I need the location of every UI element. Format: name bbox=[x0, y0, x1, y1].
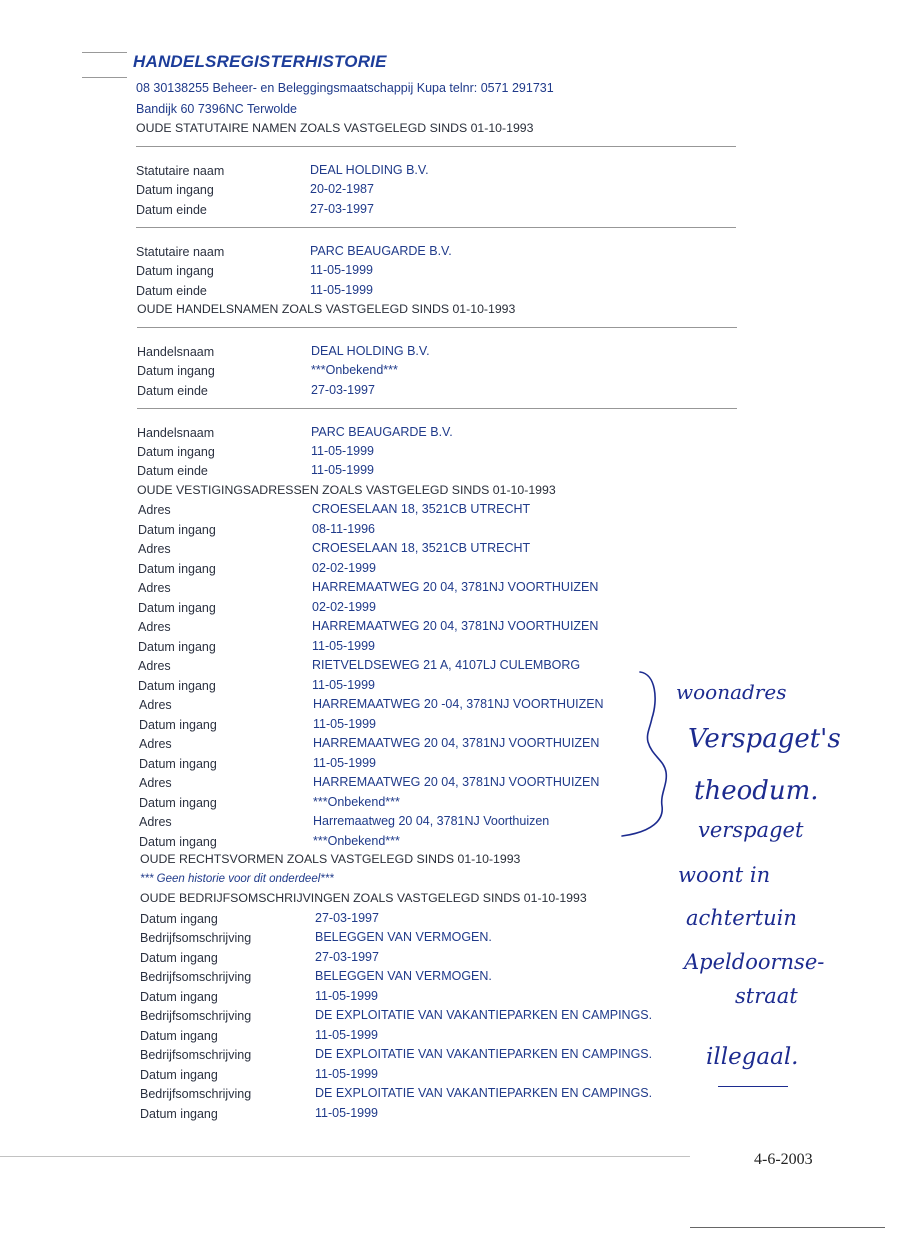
field-value: 11-05-1999 bbox=[315, 1028, 379, 1042]
page-edge-line bbox=[0, 1156, 690, 1157]
field-value: DE EXPLOITATIE VAN VAKANTIEPARKEN EN CAMPINGS. bbox=[315, 1086, 653, 1100]
field-label: Datum ingang bbox=[137, 445, 215, 459]
page-title: HANDELSREGISTERHISTORIE bbox=[133, 52, 387, 71]
field-label: Datum ingang bbox=[138, 679, 216, 693]
field-value: RIETVELDSEWEG 21 A, 4107LJ CULEMBORG bbox=[312, 658, 581, 672]
field-label: Datum einde bbox=[137, 384, 208, 398]
field-label: Datum ingang bbox=[139, 757, 217, 771]
field-label: Statutaire naam bbox=[136, 245, 225, 259]
handwritten-underline bbox=[718, 1086, 788, 1087]
field-label: Adres bbox=[139, 776, 172, 790]
field-label: Datum einde bbox=[136, 284, 207, 298]
field-label: Datum ingang bbox=[140, 912, 218, 926]
field-label: Adres bbox=[138, 581, 171, 595]
scan-mark bbox=[82, 77, 127, 78]
field-value: 11-05-1999 bbox=[315, 1067, 379, 1081]
field-value: HARREMAATWEG 20 04, 3781NJ VOORTHUIZEN bbox=[312, 580, 599, 594]
handwritten-note: woont in bbox=[678, 863, 771, 887]
handwritten-note: achtertuin bbox=[686, 906, 797, 930]
field-value: DEAL HOLDING B.V. bbox=[310, 163, 429, 177]
handwritten-note: illegaal. bbox=[706, 1044, 799, 1070]
field-value: 11-05-1999 bbox=[315, 1106, 379, 1120]
field-label: Adres bbox=[138, 659, 171, 673]
field-label: Datum ingang bbox=[138, 640, 216, 654]
field-label: Adres bbox=[139, 737, 172, 751]
field-value: 11-05-1999 bbox=[311, 463, 375, 477]
field-label: Datum einde bbox=[136, 203, 207, 217]
field-value: 11-05-1999 bbox=[313, 756, 377, 770]
field-label: Datum ingang bbox=[140, 1029, 218, 1043]
field-value: Harremaatweg 20 04, 3781NJ Voorthuizen bbox=[313, 814, 550, 828]
field-label: Datum ingang bbox=[136, 183, 214, 197]
field-value: HARREMAATWEG 20 04, 3781NJ VOORTHUIZEN bbox=[313, 736, 600, 750]
company-line: 08 30138255 Beheer- en Beleggingsmaatschappij Kupa telnr: 0571 291731 bbox=[136, 81, 554, 95]
field-label: Statutaire naam bbox=[136, 164, 225, 178]
field-label: Bedrijfsomschrijving bbox=[140, 1009, 252, 1023]
field-label: Adres bbox=[138, 542, 171, 556]
field-value: 11-05-1999 bbox=[312, 678, 376, 692]
field-value: DEAL HOLDING B.V. bbox=[311, 344, 430, 358]
field-label: Adres bbox=[139, 698, 172, 712]
field-value: PARC BEAUGARDE B.V. bbox=[311, 425, 453, 439]
scan-mark bbox=[82, 52, 127, 53]
page-edge-line bbox=[690, 1227, 885, 1228]
field-value: 11-05-1999 bbox=[313, 717, 377, 731]
field-value: CROESELAAN 18, 3521CB UTRECHT bbox=[312, 541, 531, 555]
field-value: HARREMAATWEG 20 04, 3781NJ VOORTHUIZEN bbox=[313, 775, 600, 789]
field-value: 11-05-1999 bbox=[310, 263, 374, 277]
handwritten-note: woonadres bbox=[676, 680, 787, 704]
section-heading-statutaire: OUDE STATUTAIRE NAMEN ZOALS VASTGELEGD SINDS 01-10-1993 bbox=[136, 121, 534, 135]
field-label: Datum ingang bbox=[137, 364, 215, 378]
divider bbox=[136, 146, 736, 147]
divider bbox=[137, 408, 737, 409]
section-heading-handelsnamen: OUDE HANDELSNAMEN ZOALS VASTGELEGD SINDS 01-10-1993 bbox=[137, 302, 516, 316]
handwritten-note: verspaget bbox=[698, 818, 804, 842]
handwritten-note: straat bbox=[735, 984, 798, 1008]
field-label: Bedrijfsomschrijving bbox=[140, 970, 252, 984]
field-label: Datum ingang bbox=[140, 990, 218, 1004]
divider bbox=[136, 227, 736, 228]
field-label: Bedrijfsomschrijving bbox=[140, 1048, 252, 1062]
field-label: Adres bbox=[139, 815, 172, 829]
field-label: Bedrijfsomschrijving bbox=[140, 1087, 252, 1101]
field-value: ***Onbekend*** bbox=[311, 363, 398, 377]
field-value: CROESELAAN 18, 3521CB UTRECHT bbox=[312, 502, 531, 516]
field-label: Datum ingang bbox=[140, 951, 218, 965]
field-value: ***Onbekend*** bbox=[313, 834, 400, 848]
field-value: 27-03-1997 bbox=[315, 911, 379, 925]
field-label: Datum ingang bbox=[139, 835, 217, 849]
field-label: Datum ingang bbox=[139, 796, 217, 810]
field-value: HARREMAATWEG 20 04, 3781NJ VOORTHUIZEN bbox=[312, 619, 599, 633]
field-label: Datum ingang bbox=[140, 1068, 218, 1082]
address-line: Bandijk 60 7396NC Terwolde bbox=[136, 102, 297, 116]
field-value: BELEGGEN VAN VERMOGEN. bbox=[315, 930, 492, 944]
field-value: ***Onbekend*** bbox=[313, 795, 400, 809]
field-label: Datum ingang bbox=[138, 523, 216, 537]
field-label: Handelsnaam bbox=[137, 345, 215, 359]
handwritten-note: Apeldoornse- bbox=[684, 950, 825, 974]
field-label: Adres bbox=[138, 620, 171, 634]
handwritten-note: Verspaget's bbox=[688, 724, 841, 754]
section-heading-rechtsvormen: OUDE RECHTSVORMEN ZOALS VASTGELEGD SINDS 01-10-1993 bbox=[140, 852, 521, 866]
divider bbox=[137, 327, 737, 328]
section-heading-bedrijf: OUDE BEDRIJFSOMSCHRIJVINGEN ZOALS VASTGELEGD SINDS 01-10-1993 bbox=[140, 891, 587, 905]
field-label: Handelsnaam bbox=[137, 426, 215, 440]
field-label: Datum ingang bbox=[138, 601, 216, 615]
field-value: 11-05-1999 bbox=[310, 283, 374, 297]
field-value: 27-03-1997 bbox=[310, 202, 374, 216]
field-value: 11-05-1999 bbox=[311, 444, 375, 458]
field-value: 11-05-1999 bbox=[315, 989, 379, 1003]
field-label: Datum ingang bbox=[139, 718, 217, 732]
handwritten-note: theodum. bbox=[694, 776, 819, 806]
field-label: Bedrijfsomschrijving bbox=[140, 931, 252, 945]
field-value: DE EXPLOITATIE VAN VAKANTIEPARKEN EN CAMPINGS. bbox=[315, 1008, 653, 1022]
no-history-note: *** Geen historie voor dit onderdeel*** bbox=[140, 873, 334, 885]
field-value: 20-02-1987 bbox=[310, 182, 374, 196]
field-value: 08-11-1996 bbox=[312, 522, 376, 536]
field-label: Datum einde bbox=[137, 464, 208, 478]
section-heading-vestiging: OUDE VESTIGINGSADRESSEN ZOALS VASTGELEGD SINDS 01-10-1993 bbox=[137, 483, 556, 497]
field-label: Datum ingang bbox=[140, 1107, 218, 1121]
field-value: BELEGGEN VAN VERMOGEN. bbox=[315, 969, 492, 983]
document-date: 4-6-2003 bbox=[754, 1151, 813, 1168]
field-label: Adres bbox=[138, 503, 171, 517]
field-value: 27-03-1997 bbox=[311, 383, 375, 397]
field-value: PARC BEAUGARDE B.V. bbox=[310, 244, 452, 258]
field-value: HARREMAATWEG 20 -04, 3781NJ VOORTHUIZEN bbox=[313, 697, 604, 711]
field-value: 27-03-1997 bbox=[315, 950, 379, 964]
field-label: Datum ingang bbox=[136, 264, 214, 278]
field-value: 02-02-1999 bbox=[312, 561, 376, 575]
field-value: DE EXPLOITATIE VAN VAKANTIEPARKEN EN CAMPINGS. bbox=[315, 1047, 653, 1061]
field-value: 11-05-1999 bbox=[312, 639, 376, 653]
field-label: Datum ingang bbox=[138, 562, 216, 576]
field-value: 02-02-1999 bbox=[312, 600, 376, 614]
